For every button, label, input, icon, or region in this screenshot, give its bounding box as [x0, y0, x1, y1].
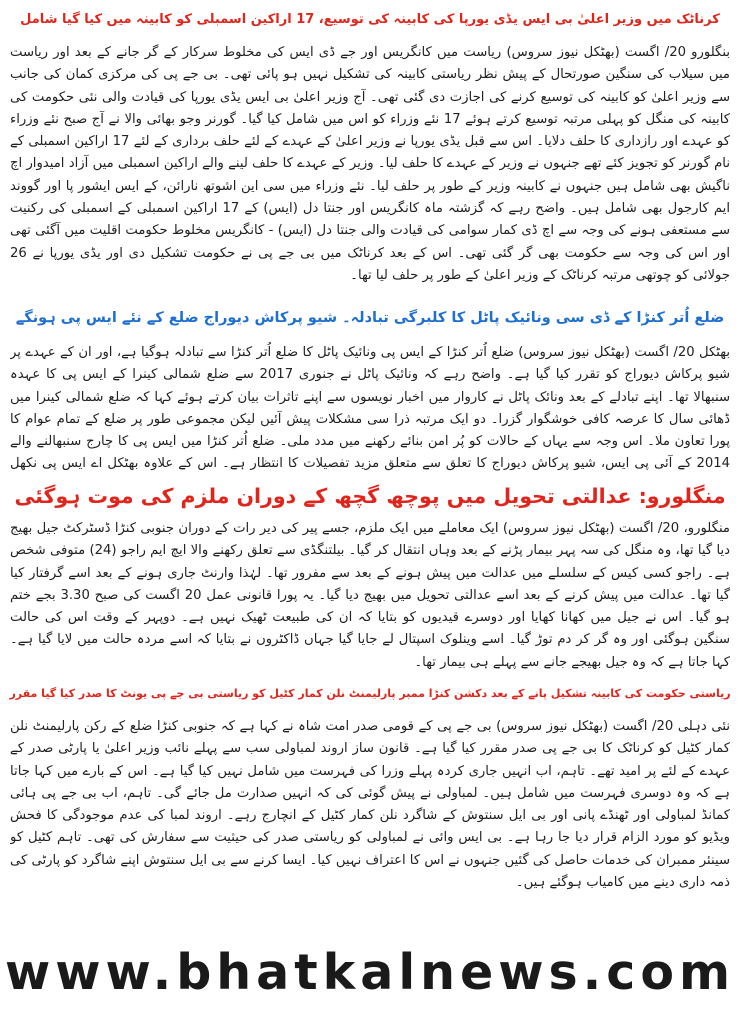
article-1-body: بنگلورو 20/ اگست (بھٹکل نیوز سروس) ریاست میں کانگریس اور جے ڈی ایس کی مخلوط سرکار کے گر جانے کے بعد اور ریاست میں سیلاب کی سنگین صورتحال کے پیش نظر ریاستی کابینہ کی تشکیل نہیں ہو پائی تھی۔ بی جے پی کی مرکزی کمان کی جانب سے وزیر اعلیٰ کو کابینہ کی توسیع کرنے کی اجازت دی گئی تھی۔ آج وزیر اعلیٰ بی ایس یڈی یورپا کی قیادت والی نئی حکومت کی کابینہ کی منگل کو پہلی مرتبہ توسیع کرتے ہوئے 17 نئے وزراء کو اس میں شامل کیا گیا۔ گورنر وجو بھائی والا نے آج صبح نئے وزراء کو عہدے اور رازداری کا حلف دلایا۔ اس سے قبل یڈی یورپا نے وزیر اعلیٰ کے عہدے کے لئے حلف برداری کے لئے 17 اراکین اسمبلی کے نام گورنر کو تجویز کئے تھے جنہوں نے وزیر کے عہدے کا حلف لیا۔ وزیر کے عہدے کا حلف لینے والے اراکین اسمبلی میں آزاد امیدوار اچ ناگیش بھی شامل ہیں جنہوں نے کابینہ وزیر کے طور پر حلف لیا۔ نئے وزراء میں سی این اشوتھ نارائن، کے ایس ایشور پا اور گووند ایم کارجول بھی شامل ہیں۔ واضح رہے کہ گزشتہ ماہ کانگریس اور جنتا دل (ایس) کے 17 اراکین اسمبلی کے اسمبلی کی رکنیت سے مستعفی ہونے کی وجہ سے اچ ڈی کمار سوامی کی قیادت والی جنتا دل (ایس) - کانگریس مخلوط حکومت اقلیت میں آگئی تھی اور اس کی وجہ سے حکومت بھی گر گئی تھی۔ اس کے بعد کرناٹک میں بی جے پی نے حکومت تشکیل دی اور یڈی یورپا نے 26 جولائی کو چوتھی مرتبہ کرناٹک کے وزیر اعلیٰ کے طور پر حلف لیا تھا۔: [10, 45, 730, 283]
article-4-body: نئی دہلی 20/ اگست (بھٹکل نیوز سروس) بی جے پی کے قومی صدر امت شاہ نے کہا ہے کہ جنوبی کنڑا ضلع کے رکن پارلیمنٹ نلن کمار کٹیل کو کرناٹک کا بی جے پی صدر مقرر کیا گیا ہے۔ قانون ساز اروند لمباولی سب سے پہلے نائب وزیر اعلیٰ یا پارٹی صدر کے عہدے کے لئے پر امید تھے۔ تاہم، اب انہیں جاری کردہ پہلے وزرا کی فہرست میں شامل نہیں کیا گیا ہے۔ اس کے بارے میں کہا جاتا ہے کہ وہ دوسری فہرست میں شامل ہیں۔ لمباولی نے پیش گوئی کی کہ انہیں صدارت مل جائے گی۔ تاہم، اب بی جے پی ہائی کمانڈ لمباولی اور ٹھنڈے پانی اور بی ایل سنتوش کے شاگرد نلن کمار کٹیل کے انچارج رہے۔ اروند لمبا کی عدم موجودگی کا فحش ویڈیو کو مورد الزام قرار دیا جا رہا ہے۔ بی ایس وائی نے لمباولی کو ریاستی صدر کی حیثیت سے سفارش کی تھی۔ تاہم کٹیل کو سینئر ممبران کی خدمات حاصل کی گئیں جنہوں نے اس کا اعتراف نہیں کیا۔ ایسا کرنے سے بی ایل سنتوش اپنے شاگرد کو پارٹی کی ذمہ داری دینے میں کامیاب ہوگئے ہیں۔: [10, 719, 730, 891]
article-4-headline: ریاستی حکومت کی کابینہ تشکیل پانے کے بعد دکشن کنڑا ممبر پارلیمنٹ نلن کمار کٹیل کو ریاستی بی جے پی یونٹ کا صدر کیا گیا مقرر: [9, 687, 731, 700]
article-2-body: بھٹکل 20/ اگست (بھٹکل نیوز سروس) ضلع اُتر کنڑا کے ایس پی ونائیک پاٹل کا ضلع اُتر کنڑا سے تبادلہ ہوگیا ہے، اور ان کے عہدے پر شیو پرکاش دیوراج کو تقرر کیا گیا ہے۔ واضح رہے کہ ونائیک پاٹل نے جنوری 2017 سے ضلع شمالی کینرا کے ایس پی کا عہدہ سنبھالا تھا۔ اپنے تبادلے کے بعد ونائک پاٹل نے کاروار میں اخبار نویسوں سے اپنے تاثرات بیان کرتے ہوئے کہا کہ ضلع شمالی کینرا میں ڈھائی سال کا عرصہ کافی خوشگوار گزرا۔ دو ایک مرتبہ ذرا سی مشکلات پیش آئیں لیکن مجموعی طور پر ضلع کے تمام عوام کا پورا تعاون ملا۔ اس وجہ سے یہاں کے حالات کو پُر امن بنائے رکھنے میں مدد ملی۔ ضلع اُتر کنڑا میں ایس پی کا چارج سنبھالنے والے 2014 کے آئی پی ایس، شیو پرکاش دیوراج کا تعلق سے متعلق مزید تفصیلات کا انتظار ہے۔ اس کے علاوہ بھٹکل اے ایس پی نکھل: [10, 345, 730, 472]
website-url[interactable]: www.bhatkalnews.com: [4, 944, 736, 1001]
article-3-headline: منگلورو: عدالتی تحویل میں پوچھ گچھ کے دوران ملزم کی موت ہوگئی: [14, 484, 726, 508]
article-2-headline: ضلع اُتر کنڑا کے ڈی سی ونائیک پاٹل کا کلبرگی تبادلہ۔ شیو پرکاش دیوراج ضلع کے نئے ایس پی ہونگے: [15, 310, 725, 326]
article-3-body: منگلورو، 20/ اگست (بھٹکل نیوز سروس) ایک معاملے میں ایک ملزم، جسے پیر کی دیر رات کے دوران جنوبی کنڑا ڈسٹرکٹ جیل بھیج دیا گیا تھا، وہ منگل کی سہ پہر بیمار پڑنے کے بعد وہاں انتقال کر گیا۔ بیلتنگڈی سے تعلق رکھنے والا ایچ ایم راجو (24) متوفی شخص ہے۔ راجو کسی کیس کے سلسلے میں عدالت میں پیش ہونے کے بعد سے مفرور تھا۔ لہٰذا وارنٹ جاری ہونے کے بعد اسے گرفتار کیا گیا تھا۔ عدالت میں پیش کرنے کے بعد اسے عدالتی تحویل میں بھیج دیا گیا۔ یہ پورا قانونی عمل 20 اگست کی صبح 3.30 بجے ختم ہو گیا۔ اس نے جیل میں کھانا کھایا اور دوسرے قیدیوں کو بتایا کہ ان کی طبیعت ٹھیک نہیں ہے۔ دوپہر کے وقت اس کی حالت سنگین ہوگئی اور وہ گر کر دم توڑ گیا۔ اسے وینلوک اسپتال لے جایا گیا جہاں ڈاکٹروں نے بتایا کہ اسے مردہ حالت میں لایا گیا ہے۔ کہا جاتا ہے کہ وہ جیل بھیجے جانے سے پہلے ہی بیمار تھا۔: [10, 521, 730, 670]
article-1-headline: کرناٹک میں وزیر اعلیٰ بی ایس یڈی یورپا کی کابینہ کی توسیع، 17 اراکین اسمبلی کو کابینہ میں کیا گیا شامل: [20, 12, 720, 27]
